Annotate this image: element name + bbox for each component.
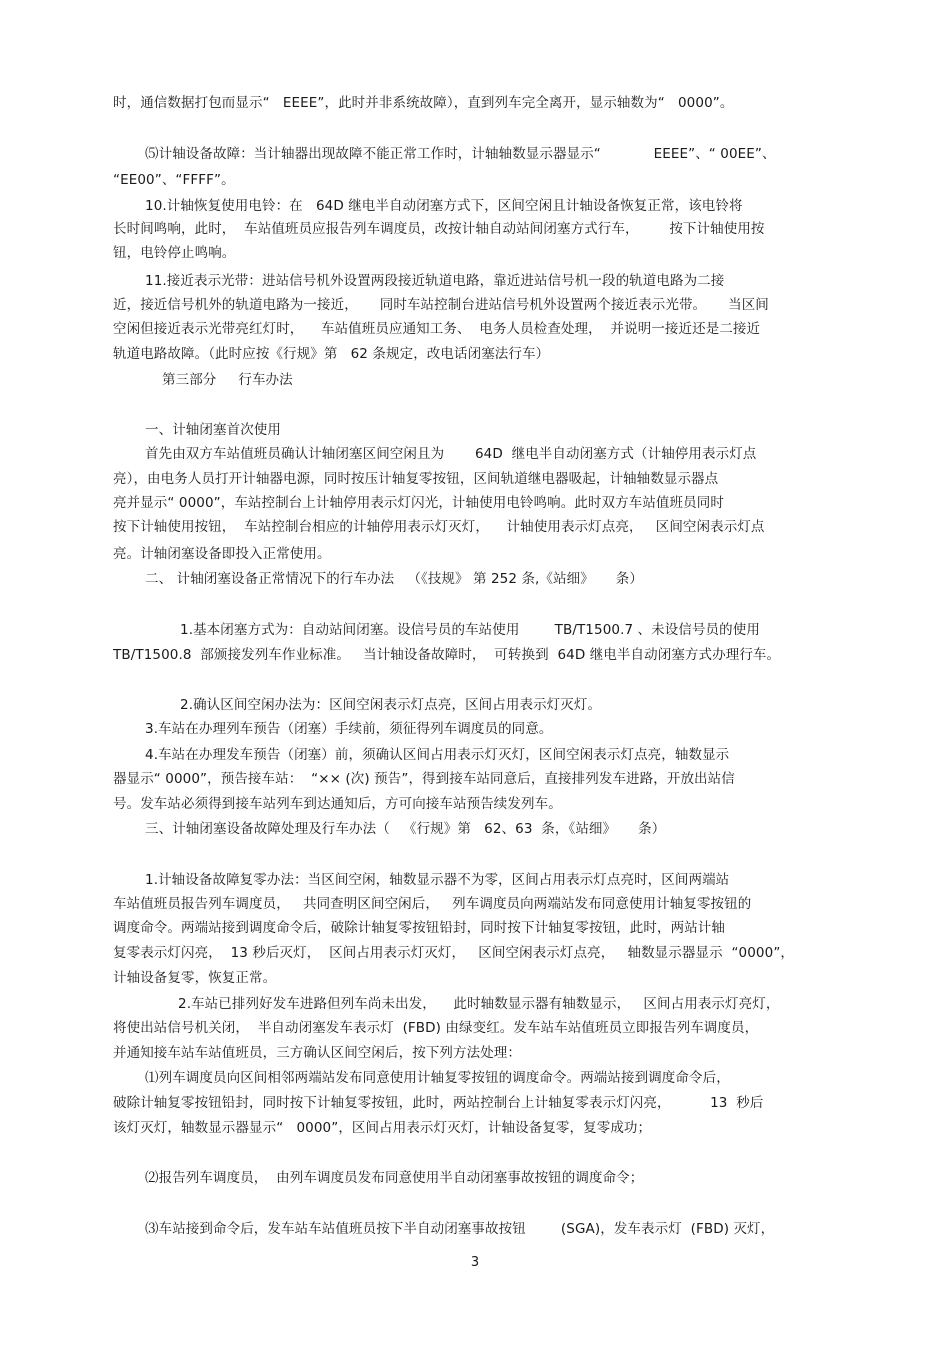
text-line: 空闲但接近表示光带亮红灯时， 车站值班员应通知工务、 电务人员检查处理， 并说明一接近还是二接近 xyxy=(113,321,761,337)
text-line: 并通知接车站车站值班员，三方确认区间空闲后，按下列方法处理： xyxy=(113,1045,521,1061)
text-line: ⑴列车调度员向区间相邻两端站发布同意使用计轴复零按钮的调度命令。两端站接到调度命令后， xyxy=(145,1070,730,1086)
text-line: 亮。计轴闭塞设备即投入正常使用。 xyxy=(113,546,331,562)
text-line: 长时间鸣响，此时， 车站值班员应报告列车调度员，改按计轴自动站间闭塞方式行车， 按下计轴使用按 xyxy=(113,221,765,237)
text-line: 10.计轴恢复使用电铃：在 64D 继电半自动闭塞方式下，区间空闲且计轴设备恢复正常，该电铃将 xyxy=(145,198,743,214)
text-line: 亮），由电务人员打开计轴器电源，同时按压计轴复零按钮，区间轨道继电器吸起，计轴轴数显示器点 xyxy=(113,471,719,487)
text-line: ⑸计轴设备故障：当计轴器出现故障不能正常工作时，计轴轴数显示器显示“ EEEE”、“ 00EE”、 xyxy=(145,146,776,162)
text-line: ⑵报告列车调度员， 由列车调度员发布同意使用半自动闭塞事故按钮的调度命令； xyxy=(145,1170,644,1186)
text-line: 计轴设备复零，恢复正常。 xyxy=(113,970,277,986)
text-line: “EE00”、“FFFF”。 xyxy=(113,172,235,188)
text-line: 2.车站已排列好发车进路但列车尚未出发， 此时轴数显示器有轴数显示， 区间占用表示灯亮灯， xyxy=(178,996,780,1012)
text-line: 按下计轴使用按钮， 车站控制台相应的计轴停用表示灯灭灯， 计轴使用表示灯点亮， 区间空闲表示灯点 xyxy=(113,519,765,535)
text-line: 将使出站信号机关闭， 半自动闭塞发车表示灯 (FBD) 由绿变红。发车站车站值班员立即报告列车调度员， xyxy=(113,1020,759,1036)
text-line: 号。发车站必须得到接车站列车到达通知后，方可向接车站预告续发列车。 xyxy=(113,796,562,812)
text-line: ⑶车站接到命令后，发车站车站值班员按下半自动闭塞事故按钮 (SGA)，发车表示灯 (FBD) 灭灯， xyxy=(145,1221,775,1237)
text-line: 11.接近表示光带：进站信号机外设置两段接近轨道电路，靠近进站信号机一段的轨道电路为二接 xyxy=(145,273,725,289)
text-line: 该灯灭灯，轴数显示器显示“ 0000”，区间占用表示灯灭灯，计轴设备复零，复零成功； xyxy=(113,1120,652,1136)
text-line: 首先由双方车站值班员确认计轴闭塞区间空闲且为 64D 继电半自动闭塞方式（计轴停用表示灯点 xyxy=(145,446,757,462)
section-heading: 一、计轴闭塞首次使用 xyxy=(145,422,281,438)
text-line: 4.车站在办理发车预告（闭塞）前，须确认区间占用表示灯灭灯，区间空闲表示灯点亮，轴数显示 xyxy=(145,747,730,763)
text-line: 3.车站在办理列车预告（闭塞）手续前，须征得列车调度员的同意。 xyxy=(145,721,553,737)
section-heading: 三、计轴闭塞设备故障处理及行车办法（ 《行规》第 62、63 条，《站细》 条） xyxy=(145,821,666,837)
text-line: 1.计轴设备故障复零办法：当区间空闲，轴数显示器不为零，区间占用表示灯点亮时，区间两端站 xyxy=(145,872,730,888)
text-line: 调度命令。两端站接到调度命令后，破除计轴复零按钮铅封，同时按下计轴复零按钮，此时，两站计轴 xyxy=(113,920,725,936)
section-heading: 第三部分 行车办法 xyxy=(162,372,293,388)
text-line: TB/T1500.8 部颁接发列车作业标准。 当计轴设备故障时， 可转换到 64D 继电半自动闭塞方式办理行车。 xyxy=(113,647,781,663)
text-line: 亮并显示“ 0000”，车站控制台上计轴停用表示灯闪光，计轴使用电铃鸣响。此时双方车站值班员同时 xyxy=(113,495,724,511)
text-line: 2.确认区间空闲办法为：区间空闲表示灯点亮，区间占用表示灯灭灯。 xyxy=(180,697,602,713)
page-number: 3 xyxy=(470,1255,480,1270)
text-line: 钮，电铃停止鸣响。 xyxy=(113,245,236,261)
text-line: 车站值班员报告列车调度员， 共同查明区间空闲后， 列车调度员向两端站发布同意使用计轴复零按钮的 xyxy=(113,896,752,912)
text-line: 复零表示灯闪亮， 13 秒后灭灯， 区间占用表示灯灭灯， 区间空闲表示灯点亮， 轴数显示器显示 “0000”， xyxy=(113,945,795,961)
text-line: 1.基本闭塞方式为：自动站间闭塞。设信号员的车站使用 TB/T1500.7 、未设信号员的使用 xyxy=(180,622,760,638)
text-line: 破除计轴复零按钮铅封，同时按下计轴复零按钮，此时，两站控制台上计轴复零表示灯闪亮， 13 秒后 xyxy=(113,1095,764,1111)
text-line: 轨道电路故障。（此时应按《行规》第 62 条规定，改电话闭塞法行车） xyxy=(113,346,550,362)
section-heading: 二、 计轴闭塞设备正常情况下的行车办法 （《技规》 第 252 条,《站细》 条） xyxy=(145,571,644,587)
text-line: 近，接近信号机外的轨道电路为一接近， 同时车站控制台进站信号机外设置两个接近表示光带。 当区间 xyxy=(113,297,769,313)
text-line: 时，通信数据打包而显示“ EEEE”，此时并非系统故障），直到列车完全离开，显示轴数为“ 0000”。 xyxy=(113,95,734,111)
text-line: 器显示“ 0000”，预告接车站： “×× (次) 预告”，得到接车站同意后，直接排列发车进路，开放出站信 xyxy=(113,771,735,787)
